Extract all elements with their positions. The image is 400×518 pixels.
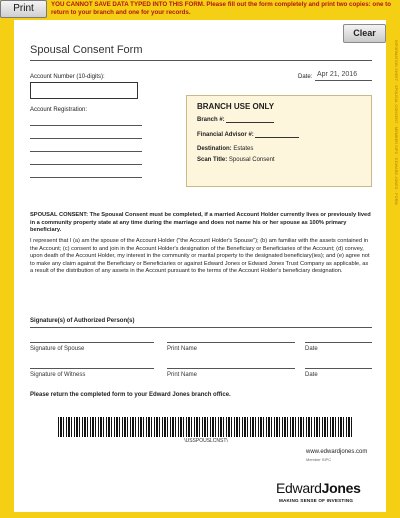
registration-line-5[interactable]	[30, 177, 142, 178]
registration-line-2[interactable]	[30, 138, 142, 139]
destination-label: Destination:	[197, 146, 232, 152]
save-warning: YOU CANNOT SAVE DATA TYPED INTO THIS FORM. Please fill out the form completely and print two copies: one to return to your branch and one for your records.	[51, 1, 391, 16]
advisor-number-label: Financial Advisor #:	[197, 132, 254, 138]
witness-signature-line[interactable]	[30, 368, 154, 369]
spouse-date-line[interactable]	[305, 342, 372, 343]
account-registration-label: Account Registration:	[30, 107, 88, 113]
advisor-number-field[interactable]	[255, 131, 299, 138]
destination-value: Estates	[233, 146, 254, 152]
account-number-label: Account Number (10-digits):	[30, 74, 105, 80]
consent-lead-paragraph: SPOUSAL CONSENT: The Spousal Consent must be completed, if a married Account Holder currently lives or previously lived in a community property state at any time during the marriage and does not name his or her spouse as 100% primary beneficiary.	[30, 212, 371, 234]
destination-row	[197, 146, 253, 152]
witness-print-name-line[interactable]	[167, 368, 295, 369]
logo-word-jones: Jones	[321, 480, 361, 496]
form-title: Spousal Consent Form	[30, 44, 143, 56]
account-number-field[interactable]	[30, 82, 138, 99]
spouse-signature-label: Signature of Spouse	[30, 346, 85, 352]
spouse-print-name-label: Print Name	[167, 346, 198, 352]
consent-body-paragraph: I represent that I (a) am the spouse of the Account Holder ("the Account Holder's Spouse"); (b) am familiar with the assets contained in the Account; (c) consent to and join in the Account Holder's designation of the Beneficiary or Beneficiaries of the Account; (d) convey, upon death of the Account Holder, my interest in the community or marital property to the designated beneficiary(ies); and (e) agree not to make any claim against the Beneficiary or Beneficiaries or against Edward Jones or Edward Jones Trust Company as applicable, as a result of the distribution of any assets in the Account pursuant to the terms of the Account Holder's beneficiary designation.	[30, 238, 370, 275]
witness-date-line[interactable]	[305, 368, 372, 369]
scan-title-label: Scan Title:	[197, 157, 228, 163]
signatures-heading: Signature(s) of Authorized Person(s)	[30, 318, 135, 324]
date-field[interactable]: Apr 21, 2016	[315, 71, 372, 81]
date-label: Date:	[298, 74, 313, 80]
logo-word-edward: Edward	[276, 480, 322, 496]
member-sipc-note: Member SIPC	[306, 457, 332, 462]
side-form-code: INFORMATION SHEET · SPOUSAL CONSENT · MEMBER SIPC · EDWARD JONES · FORM	[394, 40, 398, 205]
barcode-text: \USSPOUSLCNST\	[184, 438, 228, 444]
registration-line-1[interactable]	[30, 125, 142, 126]
edward-jones-logo	[276, 480, 361, 496]
spouse-print-name-line[interactable]	[167, 342, 295, 343]
scan-title-value: Spousal Consent	[228, 157, 275, 163]
spouse-signature-line[interactable]	[30, 342, 154, 343]
return-instructions: Please return the completed form to your Edward Jones branch office.	[30, 392, 231, 398]
registration-line-3[interactable]	[30, 151, 142, 152]
witness-signature-label: Signature of Witness	[30, 372, 86, 378]
scan-title-row	[197, 157, 275, 163]
registration-line-4[interactable]	[30, 164, 142, 165]
witness-print-name-label: Print Name	[167, 372, 198, 378]
branch-use-only-box	[186, 95, 372, 187]
spouse-date-label: Date	[305, 346, 318, 352]
clear-button[interactable]: Clear	[343, 24, 386, 43]
advisor-number-row	[197, 131, 299, 138]
logo-tagline: MAKING SENSE OF INVESTING	[279, 498, 354, 503]
website-link[interactable]: www.edwardjones.com	[306, 449, 368, 455]
signatures-divider	[30, 327, 372, 328]
barcode-image	[58, 417, 354, 437]
branch-box-title: BRANCH USE ONLY	[197, 102, 275, 111]
branch-number-field[interactable]	[226, 116, 274, 123]
print-button[interactable]: Print	[0, 0, 47, 18]
branch-number-row	[197, 116, 274, 123]
branch-number-label: Branch #:	[197, 117, 225, 123]
title-divider	[30, 60, 372, 61]
witness-date-label: Date	[305, 372, 318, 378]
